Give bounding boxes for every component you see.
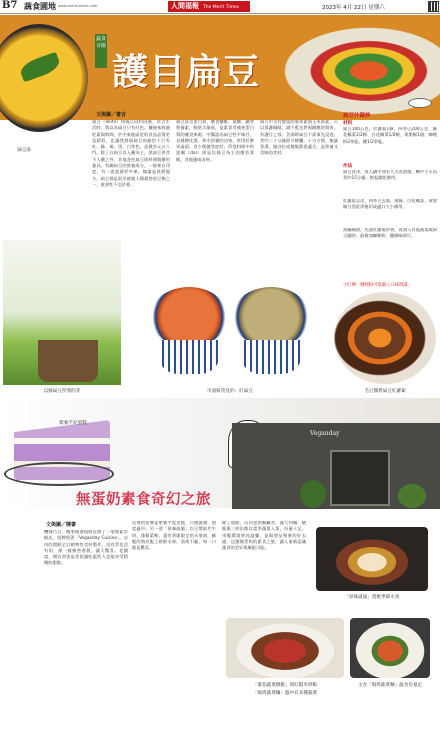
caption-dish-4: 「焗烤蔬菜麵」盤中有多種蔬菜 (252, 691, 318, 696)
newspaper-logo: 人間福報 The Merit Times (168, 1, 250, 12)
ingredients-text: 扁豆100公克、紅蘿蔔1條、四季豆200公克、綠花椰菜1/2顆、白花椰菜1/2顆、黃甜椒1個、咖哩粉2茶匙、鹽1/2茶匙。 (343, 127, 437, 145)
sprout-pot-photo (38, 340, 98, 382)
caption-cake: 紫薯芋泥蛋糕 (59, 421, 87, 426)
caption-sprouts: 以綠扁豆所發的芽 (43, 389, 81, 394)
bowl-base-left (158, 340, 220, 374)
caption-bowls: 市面較常見的：紅扁豆 (207, 389, 253, 394)
caption-dish-3: 主食「焗烤蔬菜麵」蔬食份量足 (357, 683, 423, 688)
recipe-title: 扁豆什錦炒 (343, 113, 371, 119)
dish-photo-2 (226, 618, 344, 678)
article-2-column-1: 機緣巧合，搬家後發現附近開了一家純素蛋糕店，招牌寫著「Veganday Cuisine」。店內的甜點全以植物性食材製作，沒有蛋也沒有奶，卻一樣綿密香甜，讓人驚喜。老闆說，開店初衷是希望讓吃素的人也能享受精緻的甜點。 (44, 530, 128, 567)
green-lentil-bowl (232, 287, 310, 347)
plate-icon (4, 462, 114, 486)
pan-icon (408, 98, 432, 108)
body-column-1: 扁豆（lentil）和豌豆同科同族，於古生活時，我以為扁豆只有紅色。據後來經過吃素與時間，於中東地區吃的食品品質更爲精彩，也讓我發現扁豆的顏色不只有紅、綠、褐、黑、白等色，品種多元五八門。除了白扁豆以入藥為主，黑扁豆供食不入藥之外，其他各色扁豆則料理與藥用兼具。有關扁豆的營養成分，一般來自印度，有一說起源於中東，無論是甚麼地方，扁豆都是很早就被人類栽培的豆類之一，重要性不亞於麥。 (92, 120, 170, 188)
article-2-column-3: 除了甜點，店內也供應鹹食，義大利麵、燉飯與三明治都以當季蔬菜入菜，份量十足。用餐環境明亮溫馨，是與朋友聚會的好去處。這趟無蛋奶的素食之旅，讓人重新認識蔬食的美好與無限可能。 (222, 521, 306, 552)
plant-right (398, 484, 426, 508)
red-lentil-bowl (150, 287, 228, 347)
method-heading: 作法 (343, 164, 353, 169)
caption-soup: 扁豆湯 (17, 148, 31, 153)
column-tag: 蔬食百匯 (95, 34, 107, 68)
shop-window (330, 450, 390, 506)
section-title: 蔬食園地 (24, 2, 56, 11)
body-column-2: 扁豆富含蛋白質、膳食纖維、葉酸、鐵等營養素，脂肪含量低，是素食者補充蛋白質的優良來源。中醫認為扁豆性平味甘，具健脾化濕、和中消暑的功效，常用於脾胃虛弱、食少便溏等症狀。印度料理中的達爾（dal）即是以扁豆為主的燉煮菜餚，各地風味各異。 (176, 120, 254, 163)
dish-photo-1 (316, 527, 428, 591)
website-url: www.merit-times.com (58, 4, 98, 8)
roasted-dish-photo (334, 292, 436, 384)
issue-date: 2023年 4月 22日 星期六 (322, 5, 385, 11)
caption-dish-2: 「番茄蔬菜燉飯」與紅糙米炒飯 (252, 683, 318, 688)
recipe-step-3: 油鍋燒熱，先放紅蘿蔔炒香，再加入其他蔬菜與扁豆翻炒，最後加咖哩粉、鹽調味即可。 (343, 228, 437, 240)
page-number: B7 (2, 0, 18, 11)
bowl-base-right (240, 340, 302, 374)
article-2-author: 文與圖／陳書 (46, 522, 77, 528)
shop-sign: Veganday (310, 430, 340, 437)
caption-right-dish: 毛豆醬烤扁豆紅蘿蔔 (364, 389, 406, 394)
recipe-step-2: 紅蘿蔔去皮，四季豆去筋，與綠、白花椰菜、黃甜椒分別洗淨後切成適口大小備用。 (343, 199, 437, 211)
body-column-3: 扁豆中含有豐富的葉黃素與玉米黃素，可以保護眼睛，減少藍光對視網膜的傷害，有護目之效。烹調時扁豆不需事先浸泡，煮約二十分鐘即可軟爛，十分方便。無論煮湯、做沙拉或燉飯都很適合，是營養又美味的食材。 (260, 120, 338, 157)
recipe-note: 小叮嚀：咖哩粉可依個人口味增減。 (343, 283, 412, 288)
ingredients-heading: 材料 (343, 121, 353, 126)
dish-photo-3 (350, 618, 430, 678)
caption-dish-1: 「原味戚風」搭配季節水果 (344, 595, 400, 600)
recipe-step-1: 扁豆洗淨，放入鍋中加水大火煮滾後，轉中小火再煮約15分鐘，撈起瀝乾備用。 (343, 170, 437, 182)
article-title: 護目扁豆 (112, 52, 261, 93)
plant-left (300, 480, 326, 508)
article-2-column-2: 店裡的招牌是紫薯芋泥蛋糕，口感濕潤，甜度適中。另一道「原味戚風」以豆漿取代牛奶，蓬鬆柔軟。還有季節限定的水果塔，酥脆的塔皮配上新鮮水果，清爽不膩，每一口都是驚喜。 (132, 521, 216, 552)
article-2-title: 無蛋奶素食奇幻之旅 (76, 492, 211, 508)
article-author: 文與圖／書言 (96, 112, 127, 118)
qr-code-icon (428, 1, 439, 12)
